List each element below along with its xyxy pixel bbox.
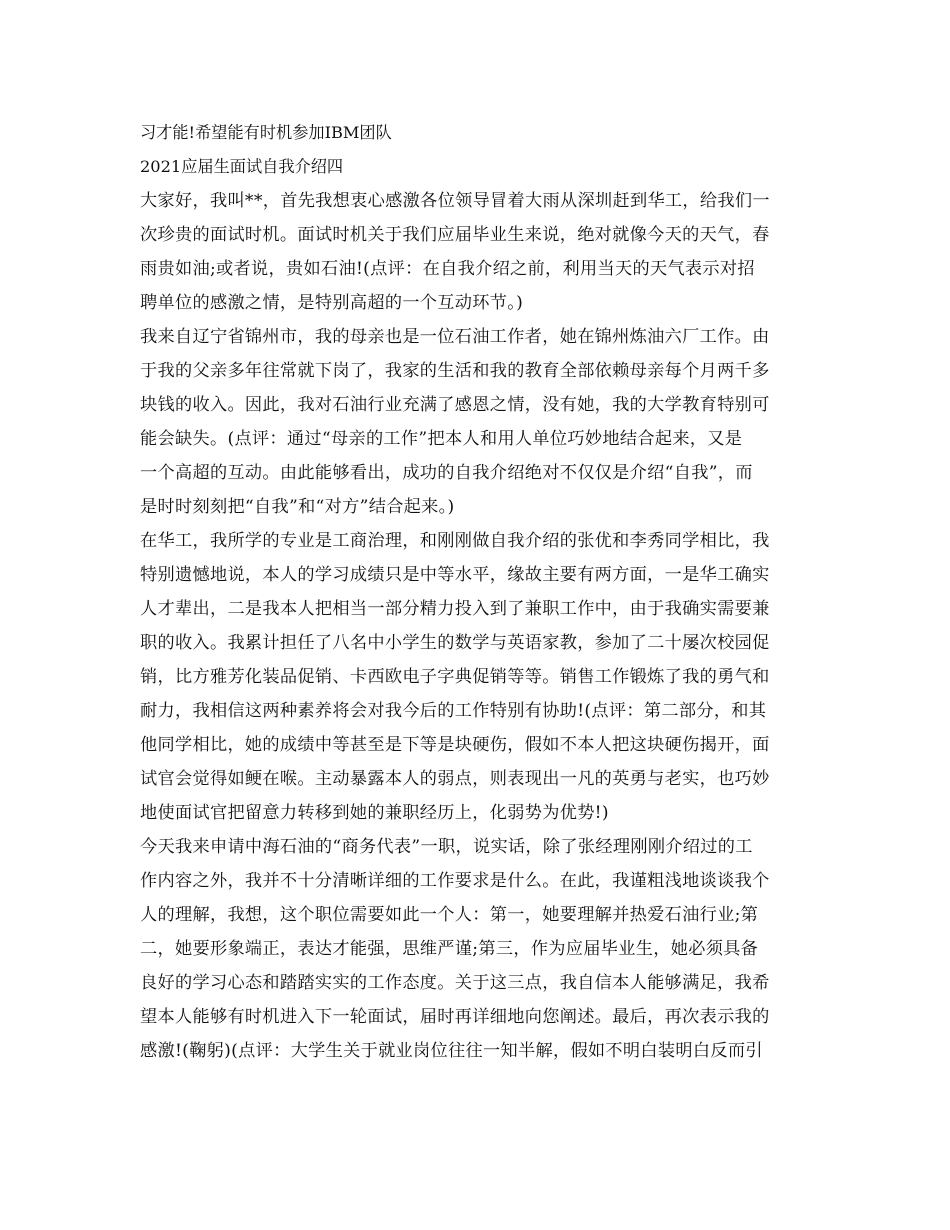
text-line: 特别遗憾地说，本人的学习成绩只是中等水平，缘故主要有两方面，一是华工确实 (140, 565, 770, 585)
text-line: 在华工，我所学的专业是工商治理，和刚刚做自我介绍的张优和李秀同学相比，我 (140, 531, 770, 551)
text-line: 习才能!希望能有时机参加IBM团队 (140, 123, 392, 142)
text-line: 试官会觉得如鲠在喉。主动暴露本人的弱点，则表现出一凡的英勇与老实，也巧妙 (140, 769, 770, 789)
text-line: 人的理解，我想，这个职位需要如此一个人：第一，她要理解并热爱石油行业;第 (140, 905, 759, 925)
text-line: 一个高超的互动。由此能够看出，成功的自我介绍绝对不仅仅是介绍“自我”，而 (140, 463, 753, 483)
text-line: 是时时刻刻把“自我”和“对方”结合起来。) (140, 497, 455, 517)
text-line: 职的收入。我累计担任了八名中小学生的数学与英语家教，参加了二十屡次校园促 (140, 633, 770, 653)
text-line: 雨贵如油;或者说，贵如石油!(点评：在自我介绍之前，利用当天的天气表示对招 (140, 259, 755, 279)
document-body (140, 116, 810, 1068)
text-line: 次珍贵的面试时机。面试时机关于我们应届毕业生来说，绝对就像今天的天气，春 (140, 225, 770, 245)
text-line: 我来自辽宁省锦州市，我的母亲也是一位石油工作者，她在锦州炼油六厂工作。由 (140, 327, 770, 347)
text-line: 人才辈出，二是我本人把相当一部分精力投入到了兼职工作中，由于我确实需要兼 (140, 599, 770, 619)
text-line: 望本人能够有时机进入下一轮面试，届时再详细地向您阐述。最后，再次表示我的 (140, 1007, 770, 1027)
text-line: 聘单位的感激之情，是特别高超的一个互动环节。) (140, 293, 524, 313)
text-line: 二，她要形象端正，表达才能强，思维严谨;第三，作为应届毕业生，她必须具备 (140, 939, 759, 959)
text-line: 感激!(鞠躬)(点评：大学生关于就业岗位往往一知半解，假如不明白装明白反而引 (140, 1041, 763, 1061)
text-line: 销，比方雅芳化装品促销、卡西欧电子字典促销等等。销售工作锻炼了我的勇气和 (140, 667, 770, 687)
text-line: 今天我来申请中海石油的“商务代表”一职，说实话，除了张经理刚刚介绍过的工 (140, 837, 753, 857)
text-line: 于我的父亲多年往常就下岗了，我家的生活和我的教育全部依赖母亲每个月两千多 (140, 361, 770, 381)
text-line: 能会缺失。(点评：通过“母亲的工作”把本人和用人单位巧妙地结合起来，又是 (140, 429, 743, 449)
text-line: 他同学相比，她的成绩中等甚至是下等是块硬伤，假如不本人把这块硬伤揭开，面 (140, 735, 770, 755)
section-heading: 2021应届生面试自我介绍四 (140, 157, 344, 176)
text-line: 良好的学习心态和踏踏实实的工作态度。关于这三点，我自信本人能够满足，我希 (140, 973, 770, 993)
text-line: 块钱的收入。因此，我对石油行业充满了感恩之情，没有她，我的大学教育特别可 (140, 395, 770, 415)
text-line: 作内容之外，我并不十分清晰详细的工作要求是什么。在此，我谨粗浅地谈谈我个 (140, 871, 770, 891)
text-line: 地使面试官把留意力转移到她的兼职经历上，化弱势为优势!) (140, 803, 609, 823)
text-line: 大家好，我叫**，首先我想衷心感激各位领导冒着大雨从深圳赶到华工，给我们一 (140, 191, 770, 211)
text-line: 耐力，我相信这两种素养将会对我今后的工作特别有协助!(点评：第二部分，和其 (140, 701, 767, 721)
